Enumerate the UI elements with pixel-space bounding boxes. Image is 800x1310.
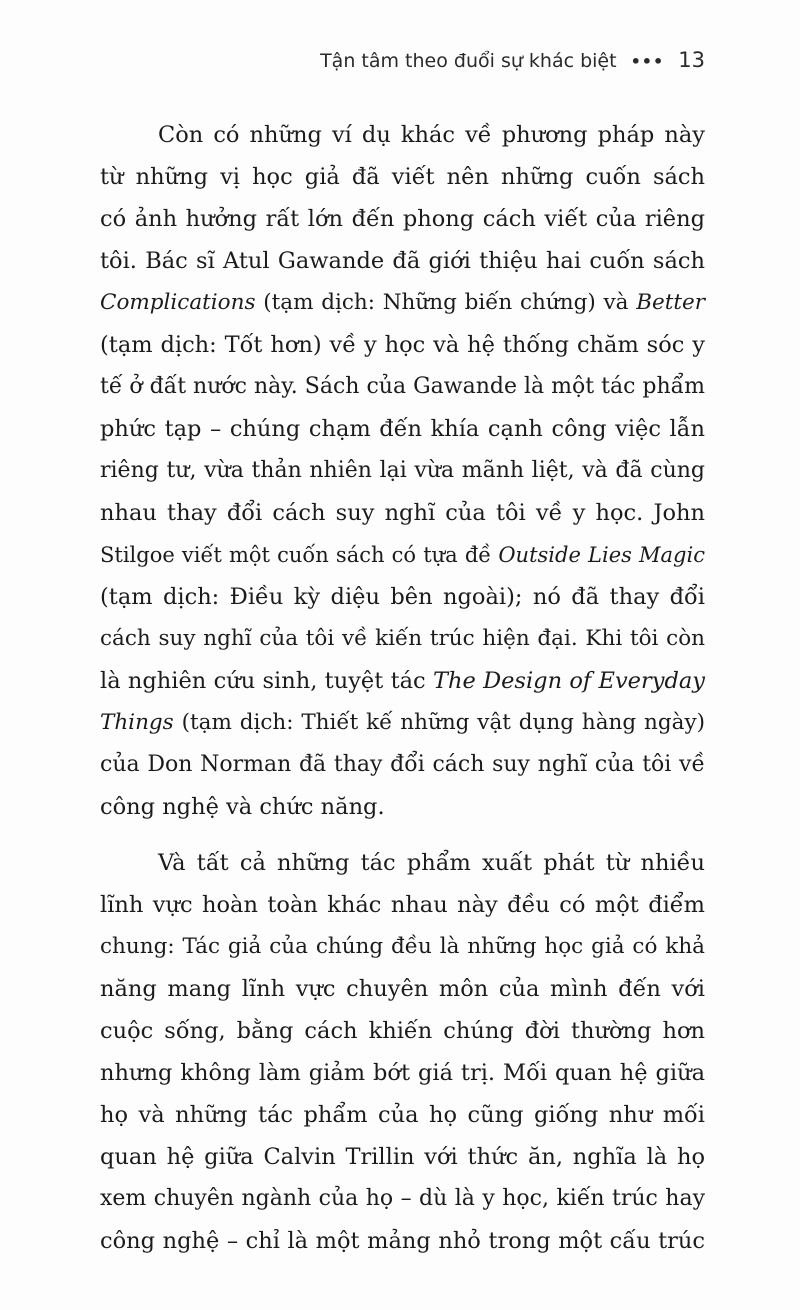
text-line: nhau thay đổi cách suy nghĩ của tôi về y học. John bbox=[100, 500, 705, 526]
text-line bbox=[100, 702, 705, 744]
paragraph-gap bbox=[100, 828, 705, 842]
text-line: chung: Tác giả của chúng đều là những học giả có khả bbox=[100, 934, 705, 959]
text-line: của Don Norman đã thay đổi cách suy nghĩ của tôi về bbox=[100, 752, 705, 777]
text-line: công nghệ – chỉ là một mảng nhỏ trong một cấu trúc bbox=[100, 1228, 705, 1254]
book-title-italic: Better bbox=[636, 290, 705, 315]
text-line bbox=[100, 534, 705, 576]
text-fragment: (tạm dịch: Thiết kế những vật dụng hàng ngày) bbox=[173, 710, 705, 735]
text-line: Và tất cả những tác phẩm xuất phát từ nhiều bbox=[158, 850, 705, 876]
body-text bbox=[100, 114, 705, 1262]
text-line: họ và những tác phẩm của họ cũng giống như mối bbox=[100, 1102, 705, 1128]
text-line: nhưng không làm giảm bớt giá trị. Mối quan hệ giữa bbox=[100, 1060, 705, 1086]
text-line: riêng tư, vừa thản nhiên lại vừa mãnh liệt, và đã cùng bbox=[100, 458, 705, 483]
text-line: công nghệ và chức năng. bbox=[100, 794, 385, 820]
text-line: năng mang lĩnh vực chuyên môn của mình đến với bbox=[100, 976, 705, 1002]
text-line: quan hệ giữa Calvin Trillin với thức ăn, nghĩa là họ bbox=[100, 1144, 705, 1170]
book-title-italic: The Design of Everyday bbox=[432, 668, 705, 694]
text-fragment: (tạm dịch: Những biến chứng) và bbox=[255, 290, 637, 315]
text-fragment: là nghiên cứu sinh, tuyệt tác bbox=[100, 668, 433, 694]
text-line: tôi. Bác sĩ Atul Gawande đã giới thiệu hai cuốn sách bbox=[100, 248, 705, 274]
text-line: cuộc sống, bằng cách khiến chúng đời thường hơn bbox=[100, 1018, 705, 1044]
text-line bbox=[100, 282, 705, 324]
text-line: cách suy nghĩ của tôi về kiến trúc hiện đại. Khi tôi còn bbox=[100, 626, 705, 651]
text-line: (tạm dịch: Điều kỳ diệu bên ngoài); nó đã thay đổi bbox=[100, 584, 705, 610]
book-title-italic: Outside Lies Magic bbox=[498, 543, 705, 567]
running-header bbox=[320, 48, 705, 72]
text-line: xem chuyên ngành của họ – dù là y học, kiến trúc hay bbox=[100, 1186, 705, 1211]
text-line: có ảnh hưởng rất lớn đến phong cách viết của riêng bbox=[100, 206, 705, 232]
text-line bbox=[100, 660, 705, 702]
text-line: tế ở đất nước này. Sách của Gawande là một tác phẩm bbox=[100, 374, 705, 399]
text-line: lĩnh vực hoàn toàn khác nhau này đều có một điểm bbox=[100, 892, 705, 918]
text-fragment: Stilgoe viết một cuốn sách có tựa đề bbox=[100, 543, 499, 567]
book-title-italic: Things bbox=[100, 710, 174, 735]
paragraph-1 bbox=[100, 114, 705, 828]
chapter-title: Tận tâm theo đuổi sự khác biệt bbox=[320, 50, 617, 72]
text-line: phức tạp – chúng chạm đến khía cạnh công việc lẫn bbox=[100, 416, 705, 442]
header-dots: ••• bbox=[630, 52, 665, 71]
text-line: từ những vị học giả đã viết nên những cuốn sách bbox=[100, 164, 705, 190]
page-number: 13 bbox=[678, 48, 705, 72]
paragraph-2 bbox=[100, 842, 705, 1262]
book-title-italic: Complications bbox=[100, 290, 256, 315]
text-line: Còn có những ví dụ khác về phương pháp này bbox=[158, 122, 705, 148]
text-line: (tạm dịch: Tốt hơn) về y học và hệ thống chăm sóc y bbox=[100, 332, 705, 358]
